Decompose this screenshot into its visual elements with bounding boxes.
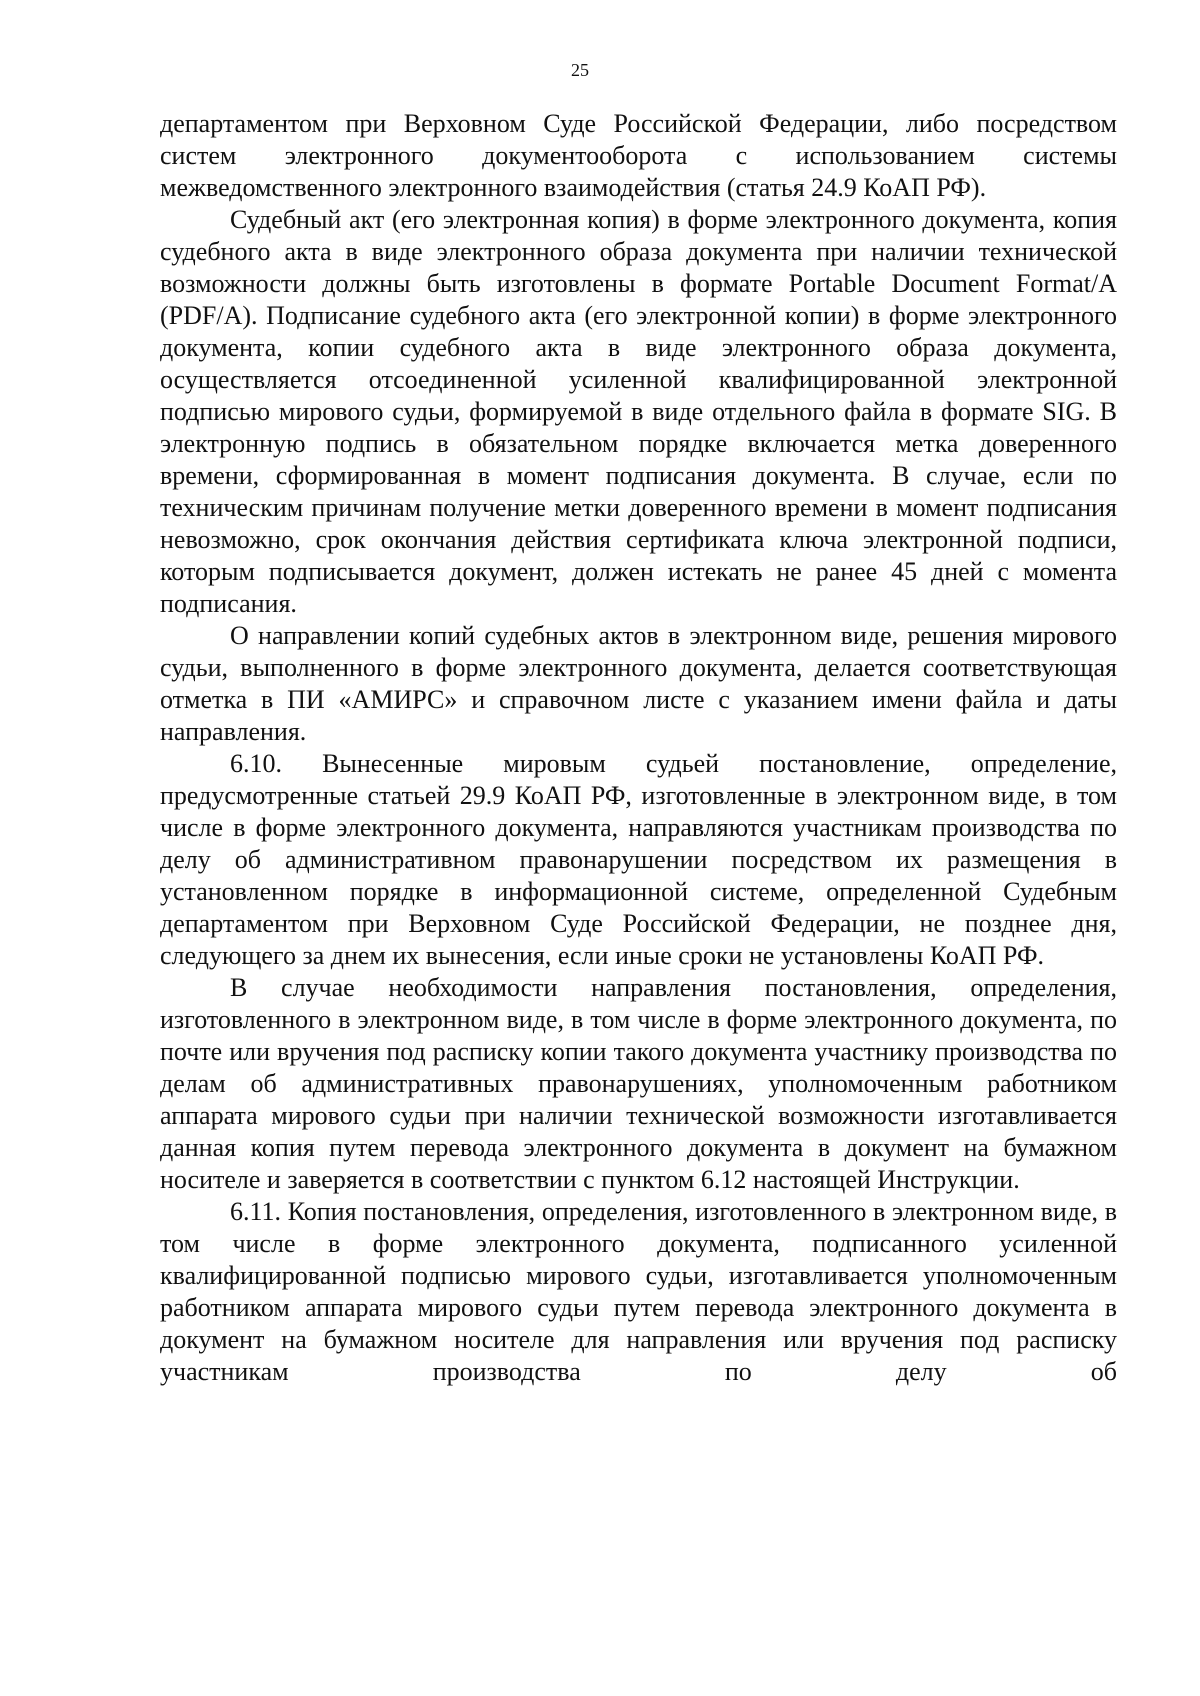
paragraph-continuation: департаментом при Верховном Суде Российской Федерации, либо посредством систем электронного документооборота с использованием системы межведомственного электронного взаимодействия (статья 24.9 КоАП РФ).	[160, 109, 1117, 202]
page-number: 25	[571, 60, 589, 80]
paragraph-section-6-10: 6.10. Вынесенные мировым судьей постановление, определение, предусмотренные статьей 29.9 КоАП РФ, изготовленные в электронном виде, в том числе в форме электронного документа, направляются участникам производства по делу об административном правонарушении посредством их размещения в установленном порядке в информационной системе, определенной Судебным департаментом при Верховном Суде Российской Федерации, не позднее дня, следующего за днем их вынесения, если иные сроки не установлены КоАП РФ.	[160, 749, 1117, 970]
paragraph-copy-sending-note: О направлении копий судебных актов в электронном виде, решения мирового судьи, выполненного в форме электронного документа, делается соответствующая отметка в ПИ «АМИРС» и справочном листе с указанием имени файла и даты направления.	[160, 621, 1117, 746]
document-body	[160, 108, 1117, 1388]
paragraph-paper-copy: В случае необходимости направления постановления, определения, изготовленного в электронном виде, в том числе в форме электронного документа, по почте или вручения под расписку копии такого документа участнику производства по делам об административных правонарушениях, уполномоченным работником аппарата мирового судьи при наличии технической возможности изготавливается данная копия путем перевода электронного документа в документ на бумажном носителе и заверяется в соответствии с пунктом 6.12 настоящей Инструкции.	[160, 973, 1117, 1194]
paragraph-section-6-11: 6.11. Копия постановления, определения, изготовленного в электронном виде, в том числе в форме электронного документа, подписанного усиленной квалифицированной подписью мирового судьи, изготавливается уполномоченным работником аппарата мирового судьи путем перевода электронного документа в документ на бумажном носителе для направления или вручения под расписку участникам производства по делу об	[160, 1197, 1117, 1386]
paragraph-electronic-act-format: Судебный акт (его электронная копия) в форме электронного документа, копия судебного акта в виде электронного образа документа при наличии технической возможности должны быть изготовлены в формате Portable Document Format/A (PDF/A). Подписание судебного акта (его электронной копии) в форме электронного документа, копии судебного акта в виде электронного образа документа, осуществляется отсоединенной усиленной квалифицированной электронной подписью мирового судьи, формируемой в виде отдельного файла в формате SIG. В электронную подпись в обязательном порядке включается метка доверенного времени, сформированная в момент подписания документа. В случае, если по техническим причинам получение метки доверенного времени в момент подписания невозможно, срок окончания действия сертификата ключа электронной подписи, которым подписывается документ, должен истекать не ранее 45 дней с момента подписания.	[160, 205, 1117, 618]
